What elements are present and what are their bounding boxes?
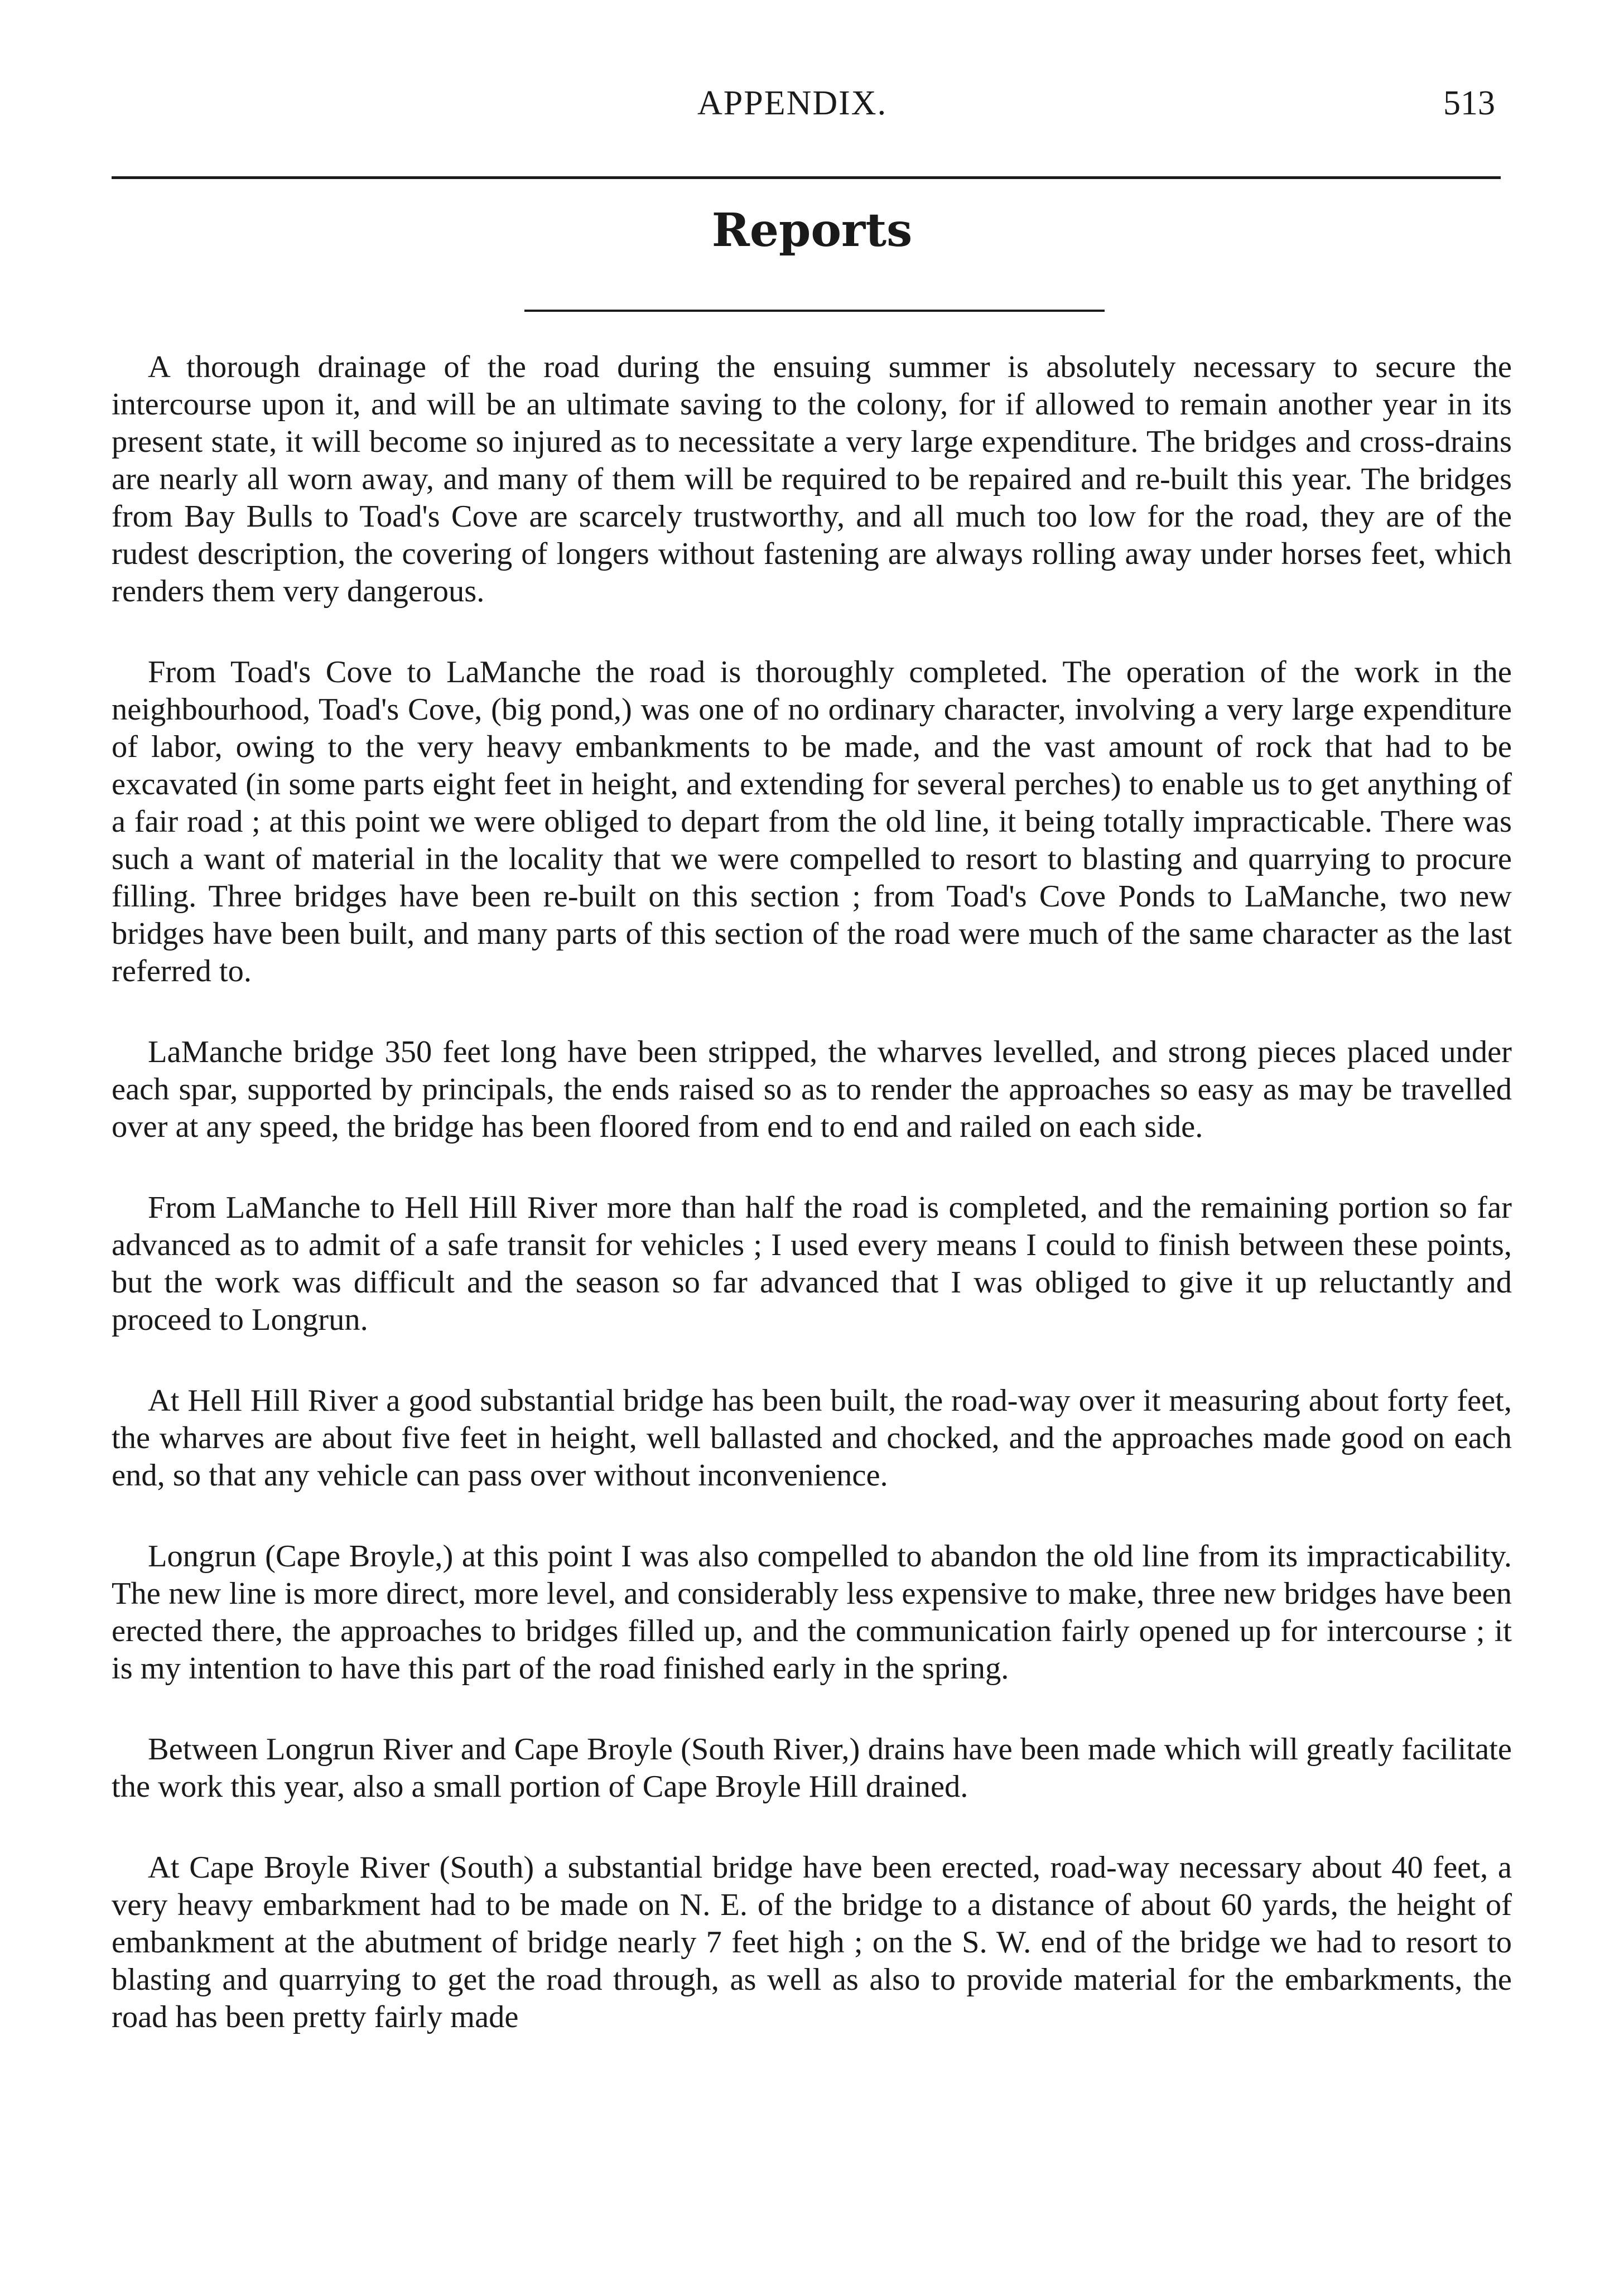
paragraph-south-river-drains: Between Longrun River and Cape Broyle (South River,) drains have been made which will greatly facilitate the work this year, also a small portion of Cape Broyle Hill drained.: [112, 1732, 1512, 1804]
paragraph-toads-cove: From Toad's Cove to LaManche the road is thoroughly completed. The operation of the work in the neighbourhood, Toad's Cove, (big pond,) was one of no ordinary character, involving a very large expenditure of labor, owing to the very heavy embankments to be made, and the vast amount of rock that had to be excavated (in some parts eight feet in height, and extending for several perches) to enable us to get anything of a fair road ; at this point we were obliged to depart from the old line, it being totally impracticable. There was such a want of material in the locality that we were compelled to resort to blasting and quarrying to procure filling. Three bridges have been re-built on this section ; from Toad's Cove Ponds to LaManche, two new bridges have been built, and many parts of this section of the road were much of the same character as the last referred to.: [112, 655, 1512, 988]
paragraph-hell-hill-road: From LaManche to Hell Hill River more than half the road is completed, and the remaining portion so far advanced as to admit of a safe transit for vehicles ; I used every means I could to finish between these points, but the work was difficult and the season so far advanced that I was obliged to give it up reluctantly and proceed to Longrun.: [112, 1190, 1512, 1337]
page-number: 513: [1443, 84, 1495, 122]
report-body: [112, 349, 1512, 2036]
section-title: Reports: [711, 204, 913, 257]
paragraph-cape-broyle-bridge: At Cape Broyle River (South) a substantial bridge have been erected, road-way necessary about 40 feet, a very heavy embarkment had to be made on N. E. of the bridge to a distance of about 60 yards, the height of embankment at the abutment of bridge nearly 7 feet high ; on the S. W. end of the bridge we had to resort to blasting and quarrying to get the road through, as well as also to provide material for the embarkments, the road has been pretty fairly made: [112, 1850, 1512, 2034]
running-head: [106, 84, 1517, 134]
paragraph-longrun: Longrun (Cape Broyle,) at this point I was also compelled to abandon the old line from its impracticability. The new line is more direct, more level, and considerably less expensive to make, three new bridges have been erected there, the approaches to bridges filled up, and the communication fairly opened up for intercourse ; it is my intention to have this part of the road finished early in the spring.: [112, 1539, 1512, 1686]
paragraph-drainage: A thorough drainage of the road during the ensuing summer is absolutely necessary to secure the intercourse upon it, and will be an ultimate saving to the colony, for if allowed to remain another year in its present state, it will become so injured as to necessitate a very large expenditure. The bridges and cross-drains are nearly all worn away, and many of them will be required to be repaired and re-built this year. The bridges from Bay Bulls to Toad's Cove are scarcely trustworthy, and all much too low for the road, they are of the rudest description, the covering of longers without fastening are always rolling away under horses feet, which renders them very dangerous.: [112, 350, 1512, 609]
title-rule: [524, 310, 1105, 312]
header-rule: [112, 176, 1501, 179]
paragraph-hell-hill-bridge: At Hell Hill River a good substantial bridge has been built, the road-way over it measuring about forty feet, the wharves are about five feet in height, well ballasted and chocked, and the approaches made good on each end, so that any vehicle can pass over without inconvenience.: [112, 1383, 1512, 1493]
paragraph-lamanche-bridge: LaManche bridge 350 feet long have been stripped, the wharves levelled, and strong pieces placed under each spar, supported by principals, the ends raised so as to render the approaches so easy as may be travelled over at any speed, the bridge has been floored from end to end and railed on each side.: [112, 1035, 1512, 1144]
running-title: APPENDIX.: [697, 84, 888, 122]
